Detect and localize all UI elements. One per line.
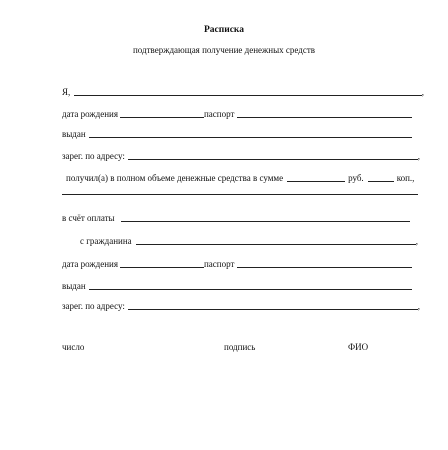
receiver-passport-blank[interactable] [237,117,412,118]
payment-purpose-blank[interactable] [121,221,410,222]
payer-address-comma: , [417,301,420,311]
payer-name-blank[interactable] [136,244,416,245]
receiver-address-blank[interactable] [128,159,418,160]
receiver-dob-passport-row [62,108,412,120]
receiver-address-label: зарег. по адресу: [62,151,125,161]
payer-issued-blank[interactable] [89,289,412,290]
receiver-issued-label: выдан [62,129,86,139]
amount-kop-blank[interactable] [368,181,394,182]
payer-issued-row [62,280,412,292]
receiver-name-comma: , [421,87,424,97]
payment-for-label: в счёт оплаты [62,213,115,223]
payer-dob-passport-row [62,258,412,270]
amount-continuation-line[interactable] [62,194,418,195]
amount-received-label: получил(а) в полном объеме денежные средства в сумме [66,173,284,183]
receiver-dob-blank[interactable] [120,117,204,118]
payer-name-row [80,235,418,247]
payer-dob-blank[interactable] [120,267,204,268]
receiver-i-label: Я, [62,87,71,97]
payer-name-comma: , [415,236,418,246]
payer-address-row [62,300,420,312]
signature-label: подпись [224,342,256,352]
payment-from-label: с гражданина [80,236,132,246]
receiver-dob-label: дата рождения [62,109,118,119]
receiver-issued-blank[interactable] [89,137,412,138]
amount-rub-label: руб. [348,173,364,183]
receiver-name-row [62,86,424,98]
payer-issued-label: выдан [62,281,86,291]
full-name-label: ФИО [348,342,369,352]
receiver-address-row [62,150,420,162]
payer-passport-blank[interactable] [237,267,412,268]
payer-dob-label: дата рождения [62,259,118,269]
payment-purpose-row [62,212,410,224]
amount-rub-blank[interactable] [287,181,345,182]
receiver-name-blank[interactable] [74,95,421,96]
receiver-passport-label: паспорт [203,109,235,119]
receiver-address-comma: , [417,151,420,161]
amount-kop-label: коп., [396,173,415,183]
document-subtitle: подтверждающая получение денежных средств [132,45,316,55]
document-title: Расписка [203,25,244,35]
payer-address-label: зарег. по адресу: [62,301,125,311]
payer-passport-label: паспорт [203,259,235,269]
date-label: число [62,342,85,352]
receiver-issued-row [62,128,412,140]
amount-row [66,172,418,184]
payer-address-blank[interactable] [128,309,418,310]
